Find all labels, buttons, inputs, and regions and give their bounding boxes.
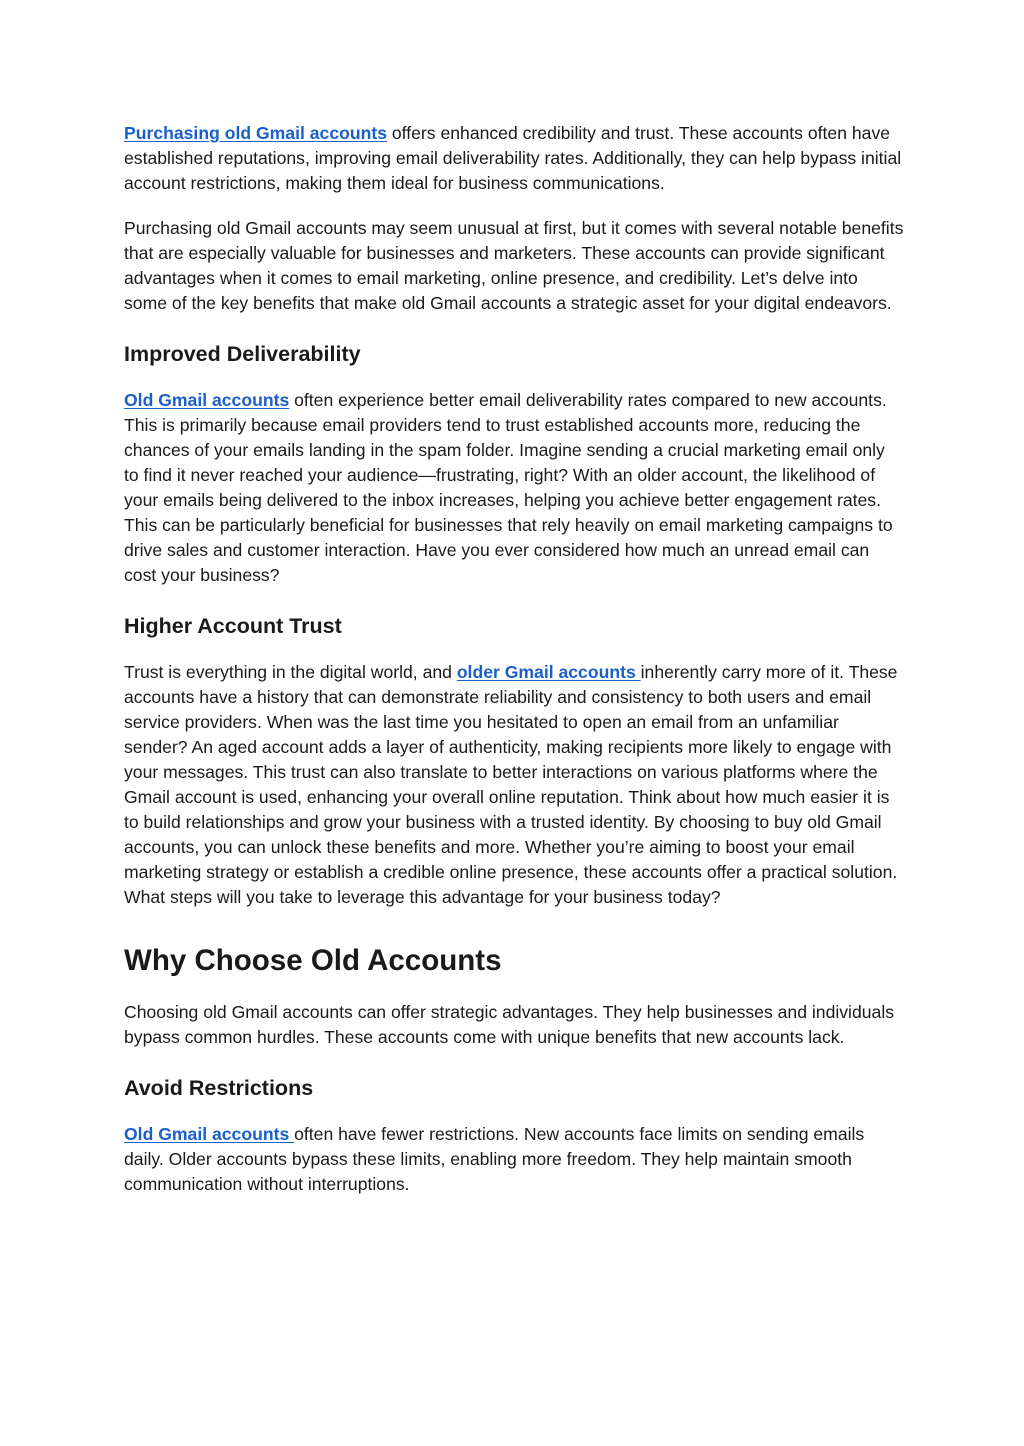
why-choose-paragraph xyxy=(124,1000,904,1050)
deliverability-paragraph-text: often experience better email deliverability rates compared to new accounts. This is primarily because email providers tend to trust established accounts more, reducing the chances of your emails landing in the spam folder. Imagine sending a crucial marketing email only to find it never reached your audience—frustrating, right? With an older account, the likelihood of your emails being delivered to the inbox increases, helping you achieve better engagement rates. This can be particularly beneficial for businesses that rely heavily on email marketing campaigns to drive sales and customer interaction. Have you ever considered how much an unread email can cost your business? xyxy=(124,390,893,585)
heading-improved-deliverability: Improved Deliverability xyxy=(124,342,361,366)
trust-paragraph-lead: Trust is everything in the digital world, and xyxy=(124,662,457,682)
restrictions-paragraph xyxy=(124,1122,904,1197)
intro-paragraph-text: offers enhanced credibility and trust. These accounts often have established reputations, improving email deliverability rates. Additionally, they can help bypass initial account restrictions, making them ideal for business communications. xyxy=(124,123,902,193)
older-gmail-accounts-link[interactable]: older Gmail accounts xyxy=(456,662,641,682)
heading-avoid-restrictions: Avoid Restrictions xyxy=(124,1076,314,1100)
restrictions-paragraph-text: often have fewer restrictions. New accounts face limits on sending emails daily. Older accounts bypass these limits, enabling more freedom. They help maintain smooth communication without interruptions. xyxy=(124,1124,865,1194)
heading-why-choose-old-accounts: Why Choose Old Accounts xyxy=(124,944,502,977)
benefits-paragraph-text: Purchasing old Gmail accounts may seem unusual at first, but it comes with several notable benefits that are especially valuable for businesses and marketers. These accounts can provide significant advantages when it comes to email marketing, online presence, and credibility. Let’s delve into some of the key benefits that make old Gmail accounts a strategic asset for your digital endeavors. xyxy=(124,218,904,313)
why-choose-paragraph-text: Choosing old Gmail accounts can offer strategic advantages. They help businesses and individuals bypass common hurdles. These accounts come with unique benefits that new accounts lack. xyxy=(124,1002,895,1047)
document-page xyxy=(124,121,904,1197)
trust-paragraph-text: inherently carry more of it. These accounts have a history that can demonstrate reliability and consistency to both users and email service providers. When was the last time you hesitated to open an email from an unfamiliar sender? An aged account adds a layer of authenticity, making recipients more likely to engage with your messages. This trust can also translate to better interactions on various platforms where the Gmail account is used, enhancing your overall online reputation. Think about how much easier it is to build relationships and grow your business with a trusted identity. By choosing to buy old Gmail accounts, you can unlock these benefits and more. Whether you’re aiming to boost your email marketing strategy or establish a credible online presence, these accounts offer a practical solution. What steps will you take to leverage this advantage for your business today? xyxy=(124,662,898,907)
old-gmail-accounts-link-2[interactable]: Old Gmail accounts xyxy=(124,1124,295,1144)
old-gmail-accounts-link[interactable]: Old Gmail accounts xyxy=(124,390,290,410)
benefits-paragraph xyxy=(124,216,904,316)
trust-paragraph xyxy=(124,660,904,910)
purchasing-old-gmail-accounts-link[interactable]: Purchasing old Gmail accounts xyxy=(124,123,387,143)
deliverability-paragraph xyxy=(124,388,904,588)
heading-higher-account-trust: Higher Account Trust xyxy=(124,614,342,638)
intro-paragraph xyxy=(124,121,904,196)
